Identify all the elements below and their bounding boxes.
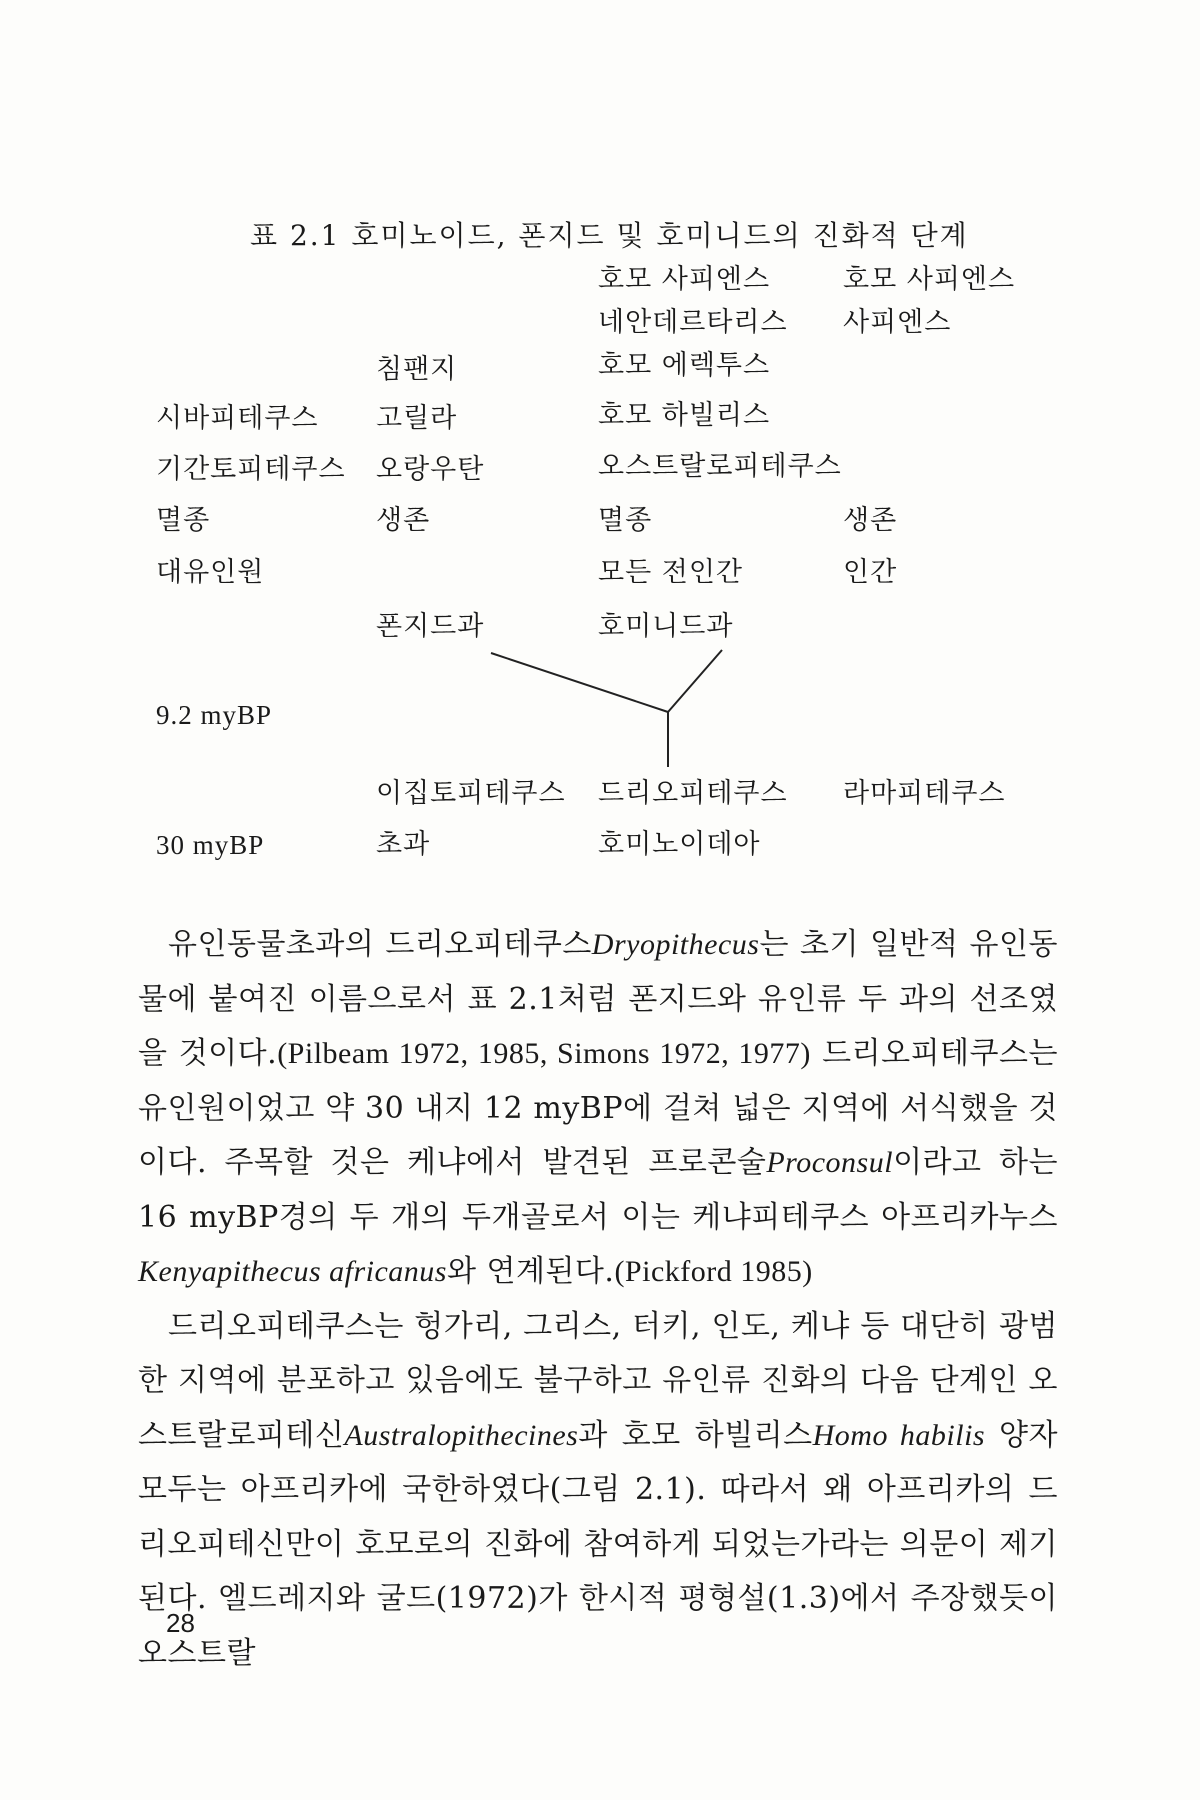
text-run: 양자 모두는 아프리카에 국한하였다(그림 2.1). 따라서 왜 아프리카의 드리오피테신만이 호모로의 진화에 참여하게 되었는가라는 의문이 제기된다. 엘드레지와 굴드(1972)가 한시적 평형설(1.3)에서 주장했듯이 오스트랄 xyxy=(138,1417,1058,1671)
text-run: 유인동물초과의 드리오피테쿠스 xyxy=(168,927,592,962)
time-label: 9.2 myBP xyxy=(156,700,273,730)
text-run: 와 연계된다. xyxy=(446,1254,615,1289)
text-run: 드리오피테쿠스는 유인원이었고 약 30 내지 12 myBP에 걸쳐 넓은 지역에 서식했을 것이다. 주목할 것은 케냐에서 발견된 프로콘술 xyxy=(138,1036,1058,1180)
latin-term: Homo habilis xyxy=(812,1418,986,1452)
table-cell: 생존 xyxy=(376,505,431,536)
table-cell: 침팬지 xyxy=(376,354,458,385)
citation: (Pickford 1985) xyxy=(614,1255,813,1288)
table-cell: 오랑우탄 xyxy=(376,454,485,485)
table-cell: 호모 하빌리스 xyxy=(598,400,771,431)
table-cell: 인간 xyxy=(843,557,898,588)
table-cell: 멸종 xyxy=(156,505,211,536)
table-cell: 네안데르타리스 xyxy=(598,307,788,338)
hominid-branch-line xyxy=(668,650,722,712)
latin-term: Dryopithecus xyxy=(591,928,760,961)
table-cell: 모든 전인간 xyxy=(598,557,743,588)
paragraph xyxy=(138,1300,1058,1682)
table-cell: 호미노이데아 xyxy=(598,829,761,860)
time-label: 30 myBP xyxy=(156,830,265,860)
table-cell: 호모 사피엔스 xyxy=(598,264,771,295)
table-caption: 표 2.1 호미노이드, 폰지드 및 호미니드의 진화적 단계 xyxy=(250,219,969,252)
latin-term: Kenyapithecus africanus xyxy=(138,1255,447,1288)
latin-term: Australopithecines xyxy=(344,1418,579,1452)
text-run: 이라고 하는 16 myBP경의 두 개의 두개골로서 이는 케냐피테쿠스 아프리카누스 xyxy=(138,1145,1058,1235)
table-cell: 이집토피테쿠스 xyxy=(376,778,566,809)
table-cell: 호미니드과 xyxy=(598,611,734,642)
table-cell: 기간토피테쿠스 xyxy=(156,454,346,485)
text-run: 는 초기 일반적 유인동물에 붙여진 이름으로서 표 2.1처럼 폰지드와 유인류 두 과의 선조였을 것이다. xyxy=(138,927,1058,1071)
table-cell: 호모 사피엔스 xyxy=(843,264,1016,295)
citation: (Pilbeam 1972, 1985, Simons 1972, 1977) xyxy=(277,1037,811,1070)
table-cell: 호모 에렉투스 xyxy=(598,350,771,381)
paragraph xyxy=(138,918,1058,1300)
table-cell: 시바피테쿠스 xyxy=(156,403,319,434)
table-cell: 멸종 xyxy=(598,505,653,536)
text-run: 과 호모 하빌리스 xyxy=(578,1417,813,1453)
pongid-branch-line xyxy=(491,653,668,712)
body-text xyxy=(138,918,1058,1681)
latin-term: Proconsul xyxy=(766,1146,894,1179)
table-cell: 초과 xyxy=(376,829,431,860)
table-cell: 라마피테쿠스 xyxy=(843,778,1006,809)
page-number: 28 xyxy=(166,1608,195,1638)
table-cell: 대유인원 xyxy=(156,557,265,588)
table-cell: 폰지드과 xyxy=(376,611,485,642)
table-cell: 오스트랄로피테쿠스 xyxy=(598,451,842,482)
text-run: 드리오피테쿠스는 헝가리, 그리스, 터키, 인도, 케냐 등 대단히 광범한 지역에 분포하고 있음에도 불구하고 유인류 진화의 다음 단계인 오스트랄로피테신 xyxy=(138,1308,1058,1453)
table-cell: 고릴라 xyxy=(376,403,458,434)
table-cell: 생존 xyxy=(843,505,898,536)
table-cell: 사피엔스 xyxy=(843,307,952,338)
table-cell: 드리오피테쿠스 xyxy=(598,778,788,809)
